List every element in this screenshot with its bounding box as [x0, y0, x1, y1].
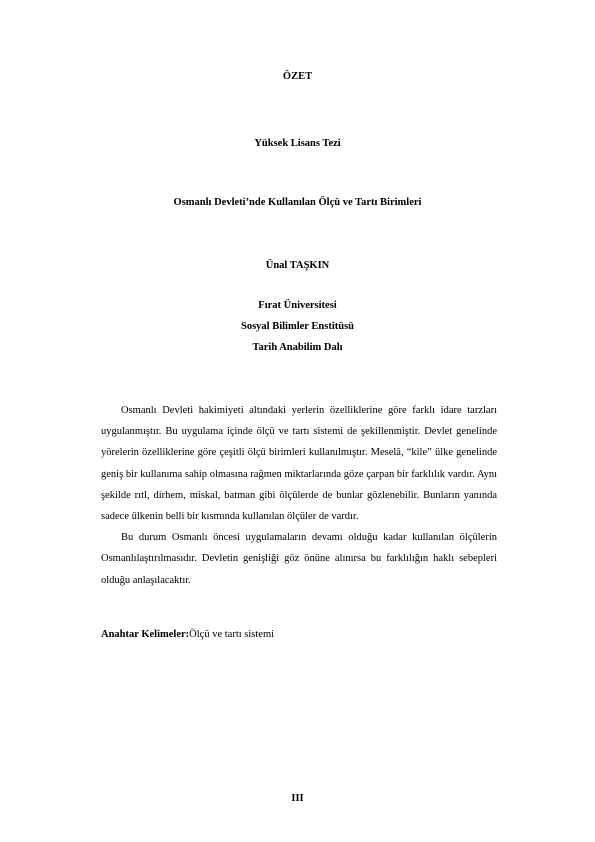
- keywords-label: Anahtar Kelimeler:: [101, 629, 190, 640]
- keywords-value: Ölçü ve tartı sistemi: [189, 629, 275, 640]
- keywords-line: [101, 628, 274, 642]
- department-name: Tarih Anabilim Dalı: [252, 342, 343, 353]
- institute-name: Sosyal Bilimler Enstitüsü: [241, 321, 354, 332]
- abstract-body: [101, 400, 497, 591]
- university-name: Fırat Üniversitesi: [258, 300, 337, 311]
- page-number: III: [291, 793, 304, 804]
- thesis-type: Yüksek Lisans Tezi: [254, 138, 341, 149]
- thesis-title: Osmanlı Devleti’nde Kullanılan Ölçü ve Tartı Birimleri: [173, 197, 422, 208]
- page-heading: ÖZET: [282, 71, 313, 82]
- abstract-paragraph: Bu durum Osmanlı öncesi uygulamaların devamı olduğu kadar kullanılan ölçülerin Osmanlılaştırılmasıdır. Devletin genişliği göz önüne alınırsa bu farklılığın haklı sebepleri olduğu anlaşılacaktır.: [101, 532, 497, 586]
- abstract-paragraph: Osmanlı Devleti hakimiyeti altındaki yerlerin özelliklerine göre farklı idare tarzları uygulanmıştır. Bu uygulama içinde ölçü ve tartı sistemi de şekillenmiştir. Devlet genelinde yörelerin özelliklerine göre çeşitli ölçü birimleri kullanılmıştır. Meselâ, “kile” ülke genelinde geniş bir kullanıma sahip olmasına rağmen miktarlarında göze çarpan bir farklılık vardır. Aynı şekilde rıtl, dirhem, miskal, batman gibi ölçülerde de bunlar gözlenebilir. Bunların yanında sadece ülkenin belli bir kısmında kullanılan ölçüler de vardır.: [101, 405, 497, 523]
- author-name: Ünal TAŞKIN: [265, 260, 330, 271]
